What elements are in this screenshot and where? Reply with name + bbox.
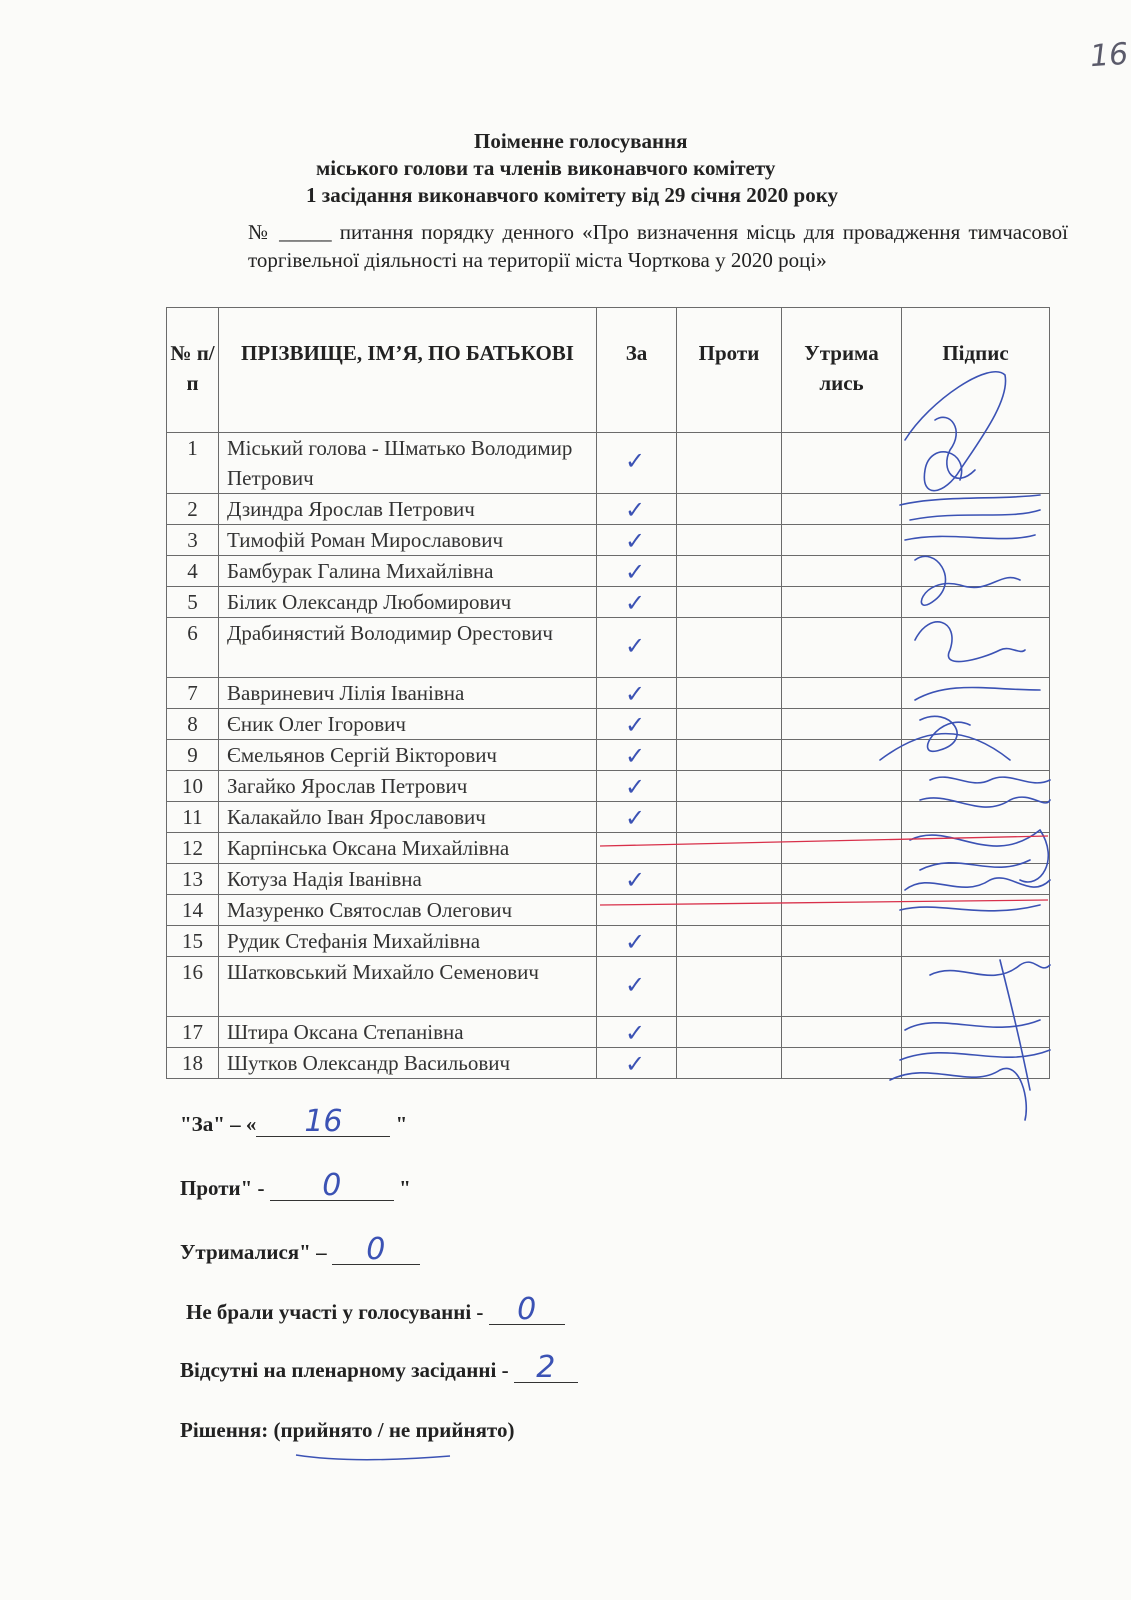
vote-abstained-cell	[782, 740, 902, 771]
table-row	[167, 678, 1050, 709]
vote-against-cell	[677, 957, 782, 1017]
table-row	[167, 957, 1050, 1017]
row-number: 2	[167, 494, 219, 525]
member-name: Білик Олександр Любомирович	[219, 587, 597, 618]
table-row	[167, 1048, 1050, 1079]
table-row	[167, 833, 1050, 864]
vote-for-cell	[597, 740, 677, 771]
member-name: Міський голова - Шматько Володимир Петрович	[219, 433, 597, 494]
member-name: Тимофій Роман Мирославович	[219, 525, 597, 556]
tally-absent: Відсутні на пленарному засіданні - 2	[180, 1354, 578, 1383]
vote-for-cell	[597, 802, 677, 833]
vote-for-cell	[597, 709, 677, 740]
member-name: Драбинястий Володимир Орестович	[219, 618, 597, 678]
member-name: Шутков Олександр Васильович	[219, 1048, 597, 1079]
signature-cell	[902, 864, 1050, 895]
vote-abstained-cell	[782, 895, 902, 926]
table-row	[167, 771, 1050, 802]
vote-for-cell	[597, 556, 677, 587]
row-number: 1	[167, 433, 219, 494]
row-number: 18	[167, 1048, 219, 1079]
decision-line: Рішення: (прийнято / не прийнято)	[180, 1418, 515, 1442]
vote-against-cell	[677, 587, 782, 618]
row-number: 11	[167, 802, 219, 833]
signature-cell	[902, 957, 1050, 1017]
check-mark-icon: ✓	[625, 866, 646, 894]
table-row	[167, 587, 1050, 618]
member-name: Калакайло Іван Ярославович	[219, 802, 597, 833]
table-row	[167, 618, 1050, 678]
vote-against-cell	[677, 1017, 782, 1048]
signature-cell	[902, 1017, 1050, 1048]
vote-abstained-cell	[782, 833, 902, 864]
vote-for-cell	[597, 771, 677, 802]
member-name: Рудик Стефанія Михайлівна	[219, 926, 597, 957]
tally-not-voting-value: 0	[489, 1296, 565, 1325]
table-row	[167, 709, 1050, 740]
check-mark-icon: ✓	[625, 527, 646, 555]
member-name: Єник Олег Ігорович	[219, 709, 597, 740]
member-name: Дзиндра Ярослав Петрович	[219, 494, 597, 525]
table-row	[167, 802, 1050, 833]
row-number: 8	[167, 709, 219, 740]
check-mark-icon: ✓	[625, 928, 646, 956]
signature-cell	[902, 833, 1050, 864]
vote-against-cell	[677, 802, 782, 833]
row-number: 17	[167, 1017, 219, 1048]
vote-for-cell	[597, 895, 677, 926]
row-number: 16	[167, 957, 219, 1017]
row-number: 5	[167, 587, 219, 618]
vote-abstained-cell	[782, 1048, 902, 1079]
vote-abstained-cell	[782, 587, 902, 618]
title-line-3: 1 засідання виконавчого комітету від 29 січня 2020 року	[306, 183, 839, 207]
check-mark-icon: ✓	[625, 1050, 646, 1078]
signature-cell	[902, 926, 1050, 957]
vote-against-cell	[677, 494, 782, 525]
vote-abstained-cell	[782, 556, 902, 587]
signature-cell	[902, 1048, 1050, 1079]
vote-against-cell	[677, 833, 782, 864]
signature-cell	[902, 895, 1050, 926]
check-mark-icon: ✓	[625, 971, 646, 999]
vote-against-cell	[677, 525, 782, 556]
vote-abstained-cell	[782, 802, 902, 833]
check-mark-icon: ✓	[625, 804, 646, 832]
row-number: 14	[167, 895, 219, 926]
row-number: 12	[167, 833, 219, 864]
tally-for: "За" – « 16 "	[180, 1104, 408, 1139]
tally-against: Проти" - 0 "	[180, 1168, 411, 1203]
vote-for-cell	[597, 864, 677, 895]
check-mark-icon: ✓	[625, 589, 646, 617]
vote-abstained-cell	[782, 957, 902, 1017]
vote-for-cell	[597, 678, 677, 709]
table-row	[167, 494, 1050, 525]
check-mark-icon: ✓	[625, 742, 646, 770]
title-line-2: міського голови та членів виконавчого комітету	[316, 156, 776, 180]
vote-against-cell	[677, 895, 782, 926]
signature-cell	[902, 494, 1050, 525]
vote-abstained-cell	[782, 678, 902, 709]
table-row	[167, 926, 1050, 957]
member-name: Загайко Ярослав Петрович	[219, 771, 597, 802]
check-mark-icon: ✓	[625, 711, 646, 739]
row-number: 10	[167, 771, 219, 802]
check-mark-icon: ✓	[625, 558, 646, 586]
header-for: За	[597, 308, 677, 433]
vote-against-cell	[677, 926, 782, 957]
member-name: Ємельянов Сергій Вікторович	[219, 740, 597, 771]
vote-for-cell	[597, 1048, 677, 1079]
signature-cell	[902, 802, 1050, 833]
vote-against-cell	[677, 678, 782, 709]
vote-for-cell	[597, 433, 677, 494]
check-mark-icon: ✓	[625, 496, 646, 524]
vote-abstained-cell	[782, 1017, 902, 1048]
vote-for-cell	[597, 957, 677, 1017]
table-row	[167, 740, 1050, 771]
check-mark-icon: ✓	[625, 447, 646, 475]
tally-abstained-value: 0	[332, 1236, 420, 1265]
member-name: Карпінська Оксана Михайлівна	[219, 833, 597, 864]
row-number: 13	[167, 864, 219, 895]
signature-cell	[902, 556, 1050, 587]
row-number: 15	[167, 926, 219, 957]
row-number: 7	[167, 678, 219, 709]
row-number: 9	[167, 740, 219, 771]
vote-for-cell	[597, 1017, 677, 1048]
vote-against-cell	[677, 556, 782, 587]
header-abstained: Утрима лись	[782, 308, 902, 433]
table-row	[167, 556, 1050, 587]
check-mark-icon: ✓	[625, 773, 646, 801]
member-name: Мазуренко Святослав Олегович	[219, 895, 597, 926]
check-mark-icon: ✓	[625, 1019, 646, 1047]
vote-abstained-cell	[782, 709, 902, 740]
tally-for-value: 16	[256, 1108, 390, 1137]
signature-cell	[902, 618, 1050, 678]
decision-underline-mark	[296, 1455, 450, 1460]
header-signature: Підпис	[902, 308, 1050, 433]
vote-for-cell	[597, 587, 677, 618]
vote-abstained-cell	[782, 864, 902, 895]
tally-not-voting: Не брали участі у голосуванні - 0	[186, 1296, 565, 1325]
vote-against-cell	[677, 771, 782, 802]
header-name: ПРІЗВИЩЕ, ІМ’Я, ПО БАТЬКОВІ	[219, 308, 597, 433]
tally-abstained: Утрималися" – 0	[180, 1236, 420, 1265]
tally-against-value: 0	[270, 1172, 394, 1201]
signature-cell	[902, 709, 1050, 740]
table-row	[167, 433, 1050, 494]
table-header-row	[167, 308, 1050, 433]
signature-cell	[902, 587, 1050, 618]
header-no: № п/п	[167, 308, 219, 433]
vote-abstained-cell	[782, 926, 902, 957]
check-mark-icon: ✓	[625, 632, 646, 660]
vote-against-cell	[677, 433, 782, 494]
table-row	[167, 525, 1050, 556]
vote-against-cell	[677, 740, 782, 771]
vote-for-cell	[597, 525, 677, 556]
vote-against-cell	[677, 864, 782, 895]
vote-abstained-cell	[782, 525, 902, 556]
member-name: Котуза Надія Іванівна	[219, 864, 597, 895]
page-number: 16	[1088, 36, 1130, 75]
vote-abstained-cell	[782, 618, 902, 678]
vote-abstained-cell	[782, 433, 902, 494]
vote-for-cell	[597, 833, 677, 864]
vote-for-cell	[597, 618, 677, 678]
member-name: Вавриневич Лілія Іванівна	[219, 678, 597, 709]
member-name: Бамбурак Галина Михайлівна	[219, 556, 597, 587]
signature-cell	[902, 740, 1050, 771]
vote-against-cell	[677, 618, 782, 678]
header-against: Проти	[677, 308, 782, 433]
row-number: 4	[167, 556, 219, 587]
vote-against-cell	[677, 1048, 782, 1079]
signature-cell	[902, 771, 1050, 802]
member-name: Штира Оксана Степанівна	[219, 1017, 597, 1048]
member-name: Шатковський Михайло Семенович	[219, 957, 597, 1017]
signature-cell	[902, 433, 1050, 494]
row-number: 3	[167, 525, 219, 556]
vote-abstained-cell	[782, 494, 902, 525]
vote-for-cell	[597, 926, 677, 957]
tally-absent-value: 2	[514, 1354, 578, 1383]
signature-cell	[902, 678, 1050, 709]
table-row	[167, 1017, 1050, 1048]
row-number: 6	[167, 618, 219, 678]
signature-cell	[902, 525, 1050, 556]
vote-against-cell	[677, 709, 782, 740]
title-line-1: Поіменне голосування	[474, 129, 688, 153]
table-row	[167, 864, 1050, 895]
vote-for-cell	[597, 494, 677, 525]
vote-abstained-cell	[782, 771, 902, 802]
check-mark-icon: ✓	[625, 680, 646, 708]
table-row	[167, 895, 1050, 926]
agenda-item: № _____ питання порядку денного «Про визначення місць для провадження тимчасової торгівельної діяльності на території міста Чорткова у 2020 році»	[248, 220, 1068, 272]
voting-table	[166, 307, 1050, 1079]
